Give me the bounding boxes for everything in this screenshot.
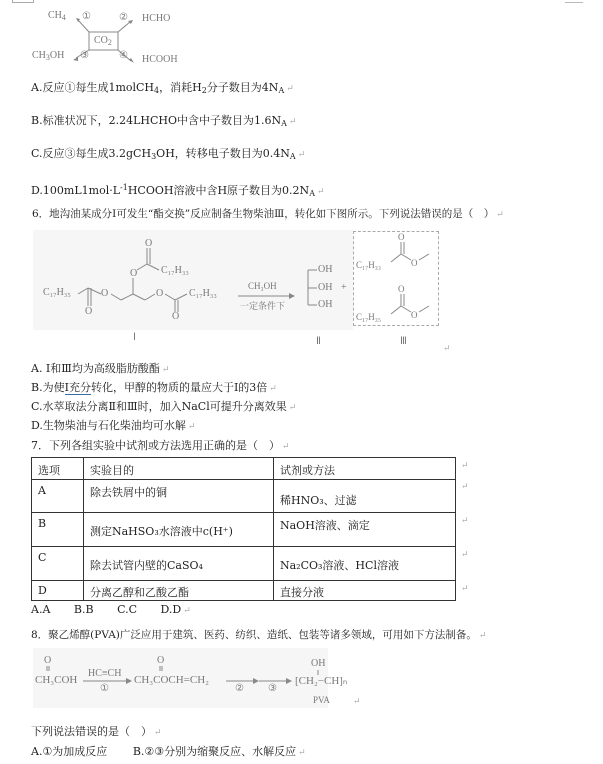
q7-table <box>31 457 456 601</box>
q7-choice-c[interactable]: C.C <box>117 603 137 616</box>
glycerol-oh-3: OH <box>318 299 333 310</box>
plus-sign: + <box>341 282 347 293</box>
oxygen-right: O <box>156 288 164 299</box>
table-row <box>32 513 456 547</box>
label-compound-1: Ⅰ <box>133 332 136 343</box>
ester-o-2: O <box>398 284 405 294</box>
cell-method: Na₂CO₃溶液、HCl溶液 <box>274 547 456 581</box>
step2-label: ② <box>235 683 244 694</box>
ester-chain-c17h33: C₁₇H₃₃ <box>356 260 382 270</box>
carbonyl-o-left: O <box>85 306 93 317</box>
q7-answer-choices: A.A B.B C.C D.D ↵ <box>31 603 191 616</box>
cell-option: B <box>32 513 84 547</box>
cell-purpose: 除去试管内壁的CaSO₄ <box>84 547 274 581</box>
label-compound-2: Ⅱ <box>316 336 321 347</box>
header-purpose: 实验目的 <box>84 458 274 480</box>
carbonyl-o-2: O <box>157 655 165 666</box>
cell-option: D <box>32 581 84 601</box>
cell-method: NaOH溶液、滴定 <box>274 513 456 547</box>
ester-chain-c17h35: C₁₇H₃₅ <box>356 312 382 322</box>
cell-purpose: 分离乙醇和乙酸乙酯 <box>84 581 274 601</box>
step-4-num: ④ <box>119 50 128 61</box>
vinyl-acetate: CH₃COCH=CH₂ <box>134 674 209 686</box>
q7-choice-d[interactable]: D.D <box>160 603 182 616</box>
q5-option-c[interactable]: C.反应③每生成3.2gCH$_3$OH，转移电子数目为$0.4N_A$ ↵ <box>31 147 306 161</box>
cell-method: 稀HNO₃、过滤 <box>274 480 456 513</box>
q5-option-d[interactable]: $D.100mL1mol\cdot L^{-1}HCOOH$溶液中含H原子数目为$0.2N_A$ ↵ <box>31 183 325 198</box>
cell-method: 直接分液 <box>274 581 456 601</box>
ester-o-2b: O <box>411 310 418 320</box>
pva-label: PVA <box>313 695 330 705</box>
cell-option: A <box>32 480 84 513</box>
oxygen-label: O <box>101 288 109 299</box>
cell-purpose: 除去铁屑中的铜 <box>84 480 274 513</box>
header-option: 选项 <box>32 458 84 480</box>
acetic-acid: CH₃COH <box>35 674 78 686</box>
chain-c17h33-mid: C₁₇H₃₃ <box>161 265 189 276</box>
carbonyl-o-mid: O <box>145 238 153 249</box>
oxygen-mid: O <box>130 268 138 279</box>
q5-option-b[interactable]: B.标准状况下，2.24LHCHO中含中子数目为$1.6N_A$ ↵ <box>31 114 297 128</box>
product-ch4: $CH_4$ <box>48 10 66 22</box>
carbonyl-o-1: O <box>44 655 52 666</box>
carbonyl-o-right: O <box>172 311 180 322</box>
q8-option-b[interactable]: B.②③分别为缩聚反应、水解反应 <box>132 745 297 758</box>
q6-option-a[interactable]: A. Ⅰ和Ⅲ均为高级脂肪酸酯 ↵ <box>31 362 170 375</box>
table-row <box>32 480 456 513</box>
q7-choice-b[interactable]: B.B <box>73 603 94 616</box>
glycerol-oh-2: OH <box>318 282 333 293</box>
q6-reaction-figure: C₁₇H₃₅ O O O O C₁₇H₃₃ O O C₁₇H₃₃ CH₃OH 一定条件下 OH OH OH + C₁₇H₃₃ O O C₁₇H₃₅ O O Ⅰ Ⅱ Ⅲ ↵ <box>33 228 453 348</box>
reagent-methanol: CH₃OH <box>248 281 277 291</box>
label-compound-3: Ⅲ <box>400 336 407 347</box>
q8-question: 下列说法错误的是（ ） ↵ <box>31 725 162 738</box>
q6-option-d[interactable]: D.生物柴油与石化柴油均可水解 ↵ <box>31 419 196 432</box>
pva-synthesis-scheme: O CH₃COH HC≡CH ① O CH₃COCH=CH₂ ② ③ OH [CH₂−CH]ₙ PVA ↵ <box>33 650 353 720</box>
pva-structure: [CH₂−CH]ₙ <box>295 675 348 687</box>
q7-choice-a[interactable]: A.A <box>31 603 51 616</box>
q8-stem: 8．聚乙烯醇(PVA)广泛应用于建筑、医药、纺织、造纸、包装等诸多领域，可用如下方法制备。 ↵ <box>31 629 487 641</box>
cell-option: C <box>32 547 84 581</box>
product-ch3oh: $CH_3OH$ <box>32 50 65 62</box>
step1-label: ① <box>100 683 109 694</box>
table-row <box>32 547 456 581</box>
q6-option-c[interactable]: C.水萃取法分离Ⅱ和Ⅲ时，加入NaCl可提升分离效果 ↵ <box>31 400 297 413</box>
table-header-row <box>32 458 456 480</box>
reagent-acetylene: HC≡CH <box>88 668 122 679</box>
step-3-num: ③ <box>80 50 89 61</box>
q8-option-a[interactable]: A.①为加成反应 <box>31 745 108 758</box>
cell-purpose: 测定NaHSO₃水溶液中c(H⁺) <box>84 513 274 547</box>
reagent-condition: 一定条件下 <box>240 301 286 311</box>
step-1-num: ① <box>82 11 91 22</box>
q6-option-b[interactable]: B.为使Ⅰ充分转化，甲醇的物质的量应大于Ⅰ的3倍 ↵ <box>31 381 277 394</box>
chain-c17h33-right: C₁₇H₃₃ <box>189 288 217 299</box>
page-corner-mark <box>12 0 34 3</box>
step-2-num: ② <box>119 12 128 23</box>
page-corner-mark-right <box>565 2 583 3</box>
q6-stem: 6．地沟油某成分Ⅰ可发生“酯交换”反应制备生物柴油Ⅲ，转化如下图所示。下列说法错误的是（ ） ↵ <box>32 208 504 220</box>
ester-o-1b: O <box>411 258 418 268</box>
product-hcho: HCHO <box>142 13 171 24</box>
co2-label: $CO_2$ <box>94 35 112 47</box>
underlined-phrase: Ⅰ充分 <box>64 381 91 394</box>
table-row <box>32 581 456 601</box>
biodiesel-dashed-box <box>353 231 439 326</box>
pva-oh: OH <box>311 658 326 669</box>
q7-stem: 7．下列各组实验中试剂或方法选用正确的是（ ） ↵ <box>31 439 290 452</box>
q5-option-a[interactable]: A.反应①每生成1molCH$_4$，消耗$H_2$分子数目为$4N_A$ ↵ <box>31 81 294 95</box>
header-method: 试剂或方法 <box>274 458 456 480</box>
co2-conversion-diagram <box>30 6 210 66</box>
glycerol-oh-1: OH <box>318 264 333 275</box>
product-hcooh: HCOOH <box>142 54 178 65</box>
q8-options: A.①为加成反应 B.②③分别为缩聚反应、水解反应 ↵ <box>31 745 306 758</box>
step3-label: ③ <box>268 683 277 694</box>
ester-o-1: O <box>398 232 405 242</box>
chain-c17h35-left: C₁₇H₃₅ <box>43 287 71 298</box>
